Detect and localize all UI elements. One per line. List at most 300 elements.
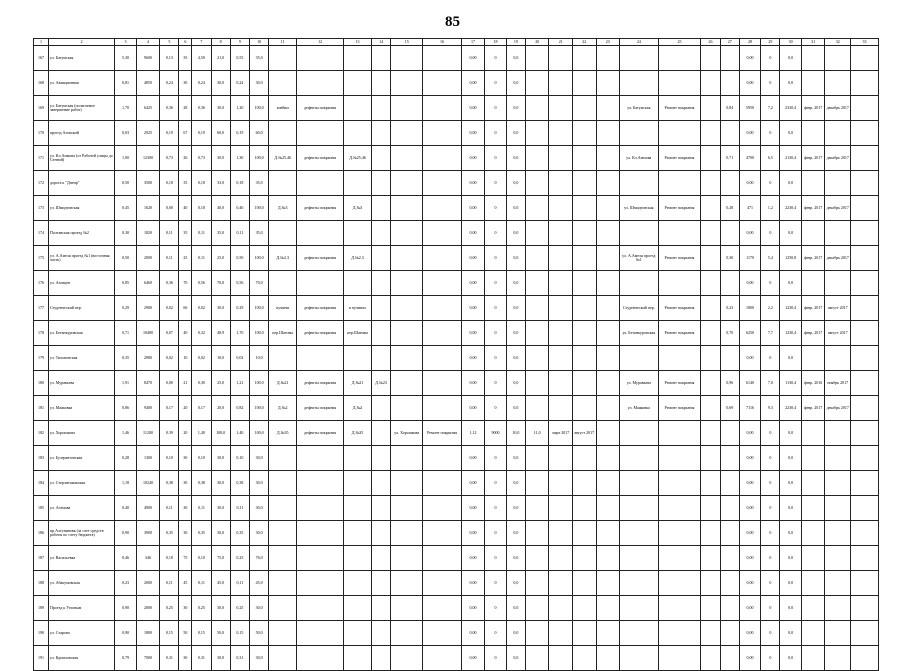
street-name-cell: ул. Батумская <box>48 46 114 71</box>
street-name-cell: ул. Азовцев <box>48 271 114 296</box>
table-cell: ул. Бетанкуровская <box>620 321 659 346</box>
table-cell <box>549 471 573 496</box>
table-row <box>34 496 879 521</box>
table-cell: 0,15 <box>230 621 249 646</box>
table-cell <box>596 346 620 371</box>
table-cell: 2000 <box>136 246 160 271</box>
table-cell <box>720 546 739 571</box>
table-cell: 0,23 <box>720 296 739 321</box>
table-cell <box>720 496 739 521</box>
table-cell: август 2017 <box>573 421 597 446</box>
table-cell <box>701 496 720 521</box>
table-cell <box>344 596 372 621</box>
table-cell <box>801 571 825 596</box>
table-cell <box>851 46 879 71</box>
column-number: 28 <box>739 39 760 46</box>
table-cell <box>423 446 462 471</box>
street-name-cell: ул. Муравьева <box>48 371 114 396</box>
table-cell <box>371 96 390 121</box>
table-cell <box>720 46 739 71</box>
column-number: 33 <box>851 39 879 46</box>
table-cell: 0,71 <box>720 146 739 171</box>
table-cell: 0,79 <box>115 646 136 671</box>
table-cell <box>423 546 462 571</box>
table-cell: 30,0 <box>211 521 230 546</box>
table-cell: 0,50 <box>230 246 249 271</box>
table-cell: 0,00 <box>739 646 760 671</box>
table-cell: 75,0 <box>211 546 230 571</box>
table-cell: февр. 2017 <box>801 321 825 346</box>
table-cell <box>371 196 390 221</box>
table-cell: 186 <box>34 521 49 546</box>
table-cell <box>573 496 597 521</box>
column-number: 11 <box>269 39 297 46</box>
table-cell: Ремонт покрытия <box>658 371 701 396</box>
table-cell <box>423 321 462 346</box>
table-cell <box>573 221 597 246</box>
table-cell <box>720 596 739 621</box>
column-number: 30 <box>780 39 801 46</box>
table-cell: 48,9 <box>211 321 230 346</box>
table-cell <box>720 471 739 496</box>
table-cell <box>525 246 549 271</box>
table-cell: 1,91 <box>115 371 136 396</box>
table-cell: 3900 <box>136 521 160 546</box>
table-cell <box>391 546 423 571</box>
column-number: 31 <box>801 39 825 46</box>
table-cell <box>297 121 344 146</box>
table-row <box>34 296 879 321</box>
table-cell <box>344 621 372 646</box>
table-cell <box>344 346 372 371</box>
table-cell: 0,10 <box>230 446 249 471</box>
table-cell <box>525 646 549 671</box>
table-cell <box>371 421 390 446</box>
table-cell <box>423 346 462 371</box>
table-cell <box>344 646 372 671</box>
table-cell: 0 <box>485 546 506 571</box>
table-cell: 0 <box>485 596 506 621</box>
table-cell <box>391 196 423 221</box>
table-cell: 0,00 <box>739 471 760 496</box>
street-name-cell: проезд Азовский <box>48 121 114 146</box>
table-cell: 20 <box>179 396 192 421</box>
table-cell: 60,0 <box>250 121 269 146</box>
table-cell: Д.№25,46 <box>344 146 372 171</box>
table-cell: 1130,4 <box>780 371 801 396</box>
table-cell: ул. Кл.Аммова <box>620 146 659 171</box>
table-cell: 1,46 <box>115 421 136 446</box>
table-cell: 6,5 <box>761 146 780 171</box>
table-cell: 0,29 <box>115 296 136 321</box>
table-cell <box>825 71 851 96</box>
table-cell <box>620 571 659 596</box>
table-cell <box>525 621 549 646</box>
table-cell: 100,0 <box>250 196 269 221</box>
table-cell: 0,00 <box>739 346 760 371</box>
table-cell: 0,17 <box>160 396 179 421</box>
street-name-cell: ул. А.Амеля проезд №1 (восточная часть) <box>48 246 114 271</box>
table-cell: 35,0 <box>250 221 269 246</box>
table-cell <box>344 171 372 196</box>
table-cell: 5950 <box>739 96 760 121</box>
table-cell <box>371 521 390 546</box>
table-cell <box>525 571 549 596</box>
table-cell <box>549 146 573 171</box>
table-cell: 0,11 <box>192 246 211 271</box>
table-cell <box>801 421 825 446</box>
table-cell <box>391 471 423 496</box>
table-cell <box>371 596 390 621</box>
table-cell: пучины <box>269 296 297 321</box>
table-cell: 50,0 <box>250 621 269 646</box>
table-cell <box>549 121 573 146</box>
table-cell <box>423 46 462 71</box>
table-cell: февр. 2016 <box>801 371 825 396</box>
table-cell: 184 <box>34 471 49 496</box>
table-cell <box>391 171 423 196</box>
table-cell <box>620 346 659 371</box>
table-cell: 0,11 <box>160 221 179 246</box>
table-cell: 0,19 <box>160 121 179 146</box>
table-cell <box>423 96 462 121</box>
table-cell: 0 <box>485 146 506 171</box>
street-name-cell: дорога к "Днепр" <box>48 171 114 196</box>
road-repair-table-container <box>33 38 879 671</box>
table-cell: 5,4 <box>761 246 780 271</box>
table-row <box>34 321 879 346</box>
table-cell: дефекты покрытия <box>297 421 344 446</box>
table-cell: 0,24 <box>160 71 179 96</box>
table-cell: 0,15 <box>192 621 211 646</box>
table-cell: 0 <box>485 496 506 521</box>
table-cell: 0,00 <box>461 621 485 646</box>
table-cell: 0,00 <box>461 446 485 471</box>
table-cell: 177 <box>34 296 49 321</box>
table-cell: 30,0 <box>250 596 269 621</box>
table-cell <box>573 321 597 346</box>
table-cell: дефекты покрытия <box>297 196 344 221</box>
table-cell <box>549 321 573 346</box>
table-cell <box>297 346 344 371</box>
table-cell <box>701 371 720 396</box>
table-cell: 0 <box>485 171 506 196</box>
table-cell: 0,00 <box>461 246 485 271</box>
table-cell <box>701 196 720 221</box>
table-cell <box>371 621 390 646</box>
table-cell <box>825 421 851 446</box>
table-cell <box>525 171 549 196</box>
table-cell <box>391 246 423 271</box>
table-cell: 25,0 <box>211 371 230 396</box>
table-row <box>34 371 879 396</box>
table-cell <box>596 446 620 471</box>
table-cell: 30,0 <box>211 146 230 171</box>
table-cell <box>851 621 879 646</box>
table-cell: Ремонт покрытия <box>658 246 701 271</box>
table-cell: ул. Хорошкова <box>391 421 423 446</box>
table-row <box>34 546 879 571</box>
street-name-cell: ул. Стерлитамакская <box>48 471 114 496</box>
table-cell <box>371 321 390 346</box>
table-row <box>34 621 879 646</box>
table-cell: 7000 <box>136 646 160 671</box>
table-cell <box>825 496 851 521</box>
table-cell <box>297 521 344 546</box>
table-cell: 1300 <box>136 446 160 471</box>
table-cell <box>269 471 297 496</box>
table-cell <box>344 496 372 521</box>
table-cell <box>596 246 620 271</box>
table-cell: 35 <box>179 221 192 246</box>
table-cell: 0,0 <box>780 646 801 671</box>
table-cell <box>371 346 390 371</box>
street-name-cell: ул. Авиационная <box>48 71 114 96</box>
table-cell <box>801 496 825 521</box>
table-cell: 0 <box>485 621 506 646</box>
column-number: 7 <box>192 39 211 46</box>
table-cell <box>658 471 701 496</box>
table-cell <box>297 596 344 621</box>
table-cell <box>596 171 620 196</box>
table-cell: 10,0 <box>506 421 525 446</box>
street-name-cell: ул. Васильевка <box>48 546 114 571</box>
table-cell: Ремонт покрытия <box>423 421 462 446</box>
table-cell <box>371 296 390 321</box>
table-cell: 0,18 <box>160 171 179 196</box>
table-cell <box>596 621 620 646</box>
table-cell: 0,71 <box>115 321 136 346</box>
column-number: 27 <box>720 39 739 46</box>
table-cell <box>269 446 297 471</box>
table-cell <box>701 221 720 246</box>
table-cell <box>596 296 620 321</box>
table-cell <box>658 571 701 596</box>
table-cell <box>620 471 659 496</box>
table-cell <box>573 146 597 171</box>
column-number: 23 <box>596 39 620 46</box>
table-cell <box>549 521 573 546</box>
street-name-cell: пр.Алтуняновк (за счет средств работы по счету бюджета) <box>48 521 114 546</box>
table-cell <box>549 646 573 671</box>
table-cell <box>701 246 720 271</box>
table-cell: 0,23 <box>115 571 136 596</box>
table-cell <box>720 71 739 96</box>
table-cell <box>573 571 597 596</box>
table-cell <box>423 221 462 246</box>
table-cell <box>801 646 825 671</box>
table-cell <box>720 171 739 196</box>
table-cell: 0 <box>761 71 780 96</box>
table-cell <box>525 146 549 171</box>
header-row <box>34 39 879 46</box>
table-cell <box>596 321 620 346</box>
table-cell <box>573 396 597 421</box>
table-cell: 40 <box>179 196 192 221</box>
table-cell: февр. 2017 <box>801 296 825 321</box>
table-cell <box>701 171 720 196</box>
table-cell <box>596 196 620 221</box>
table-row <box>34 521 879 546</box>
table-cell <box>825 471 851 496</box>
table-cell <box>297 446 344 471</box>
table-cell <box>525 371 549 396</box>
table-cell: 0,13 <box>160 46 179 71</box>
table-cell: 0,00 <box>739 621 760 646</box>
table-cell: 0,0 <box>780 521 801 546</box>
table-cell <box>269 546 297 571</box>
table-cell <box>573 446 597 471</box>
table-cell: 30,0 <box>250 471 269 496</box>
table-cell: 187 <box>34 546 49 571</box>
table-row <box>34 346 879 371</box>
street-name-cell: ул. Агамова <box>48 496 114 521</box>
table-cell <box>658 221 701 246</box>
table-cell: 0,00 <box>461 471 485 496</box>
table-cell: 0,02 <box>160 346 179 371</box>
table-cell <box>701 446 720 471</box>
table-cell: 0,85 <box>115 271 136 296</box>
table-cell <box>423 196 462 221</box>
table-cell: 0 <box>761 546 780 571</box>
table-cell <box>549 371 573 396</box>
table-row <box>34 96 879 121</box>
table-cell <box>825 571 851 596</box>
table-cell: 100,0 <box>250 371 269 396</box>
table-cell <box>701 271 720 296</box>
table-cell <box>801 521 825 546</box>
table-cell <box>269 121 297 146</box>
table-cell: 173 <box>34 196 49 221</box>
table-cell: 0,11 <box>230 571 249 596</box>
table-cell: 0,00 <box>461 371 485 396</box>
table-cell <box>720 446 739 471</box>
column-number: 10 <box>250 39 269 46</box>
table-cell: 0,31 <box>230 646 249 671</box>
table-cell: 100,0 <box>250 146 269 171</box>
table-cell <box>801 46 825 71</box>
table-cell: 0,0 <box>780 471 801 496</box>
table-cell: 0,45 <box>115 196 136 221</box>
table-row <box>34 646 879 671</box>
table-cell: 0,00 <box>739 71 760 96</box>
table-cell: 0,90 <box>115 621 136 646</box>
table-cell: 6460 <box>136 271 160 296</box>
table-cell <box>573 196 597 221</box>
table-cell: декабрь 2017 <box>825 396 851 421</box>
table-cell: 21 <box>179 371 192 396</box>
table-cell: Д.№3 <box>269 196 297 221</box>
table-cell: 0,29 <box>230 296 249 321</box>
table-cell <box>549 46 573 71</box>
table-cell: 0,19 <box>192 121 211 146</box>
table-cell <box>391 571 423 596</box>
table-cell: 8470 <box>136 371 160 396</box>
table-row <box>34 421 879 446</box>
table-cell <box>391 446 423 471</box>
table-cell <box>596 146 620 171</box>
table-cell <box>701 146 720 171</box>
table-cell: февр. 2017 <box>801 196 825 221</box>
table-cell <box>620 421 659 446</box>
table-cell: 33,0 <box>211 171 230 196</box>
table-cell: 0,0 <box>506 196 525 221</box>
table-cell: Д.№3 <box>344 196 372 221</box>
table-cell <box>371 446 390 471</box>
table-cell: 0 <box>761 596 780 621</box>
table-cell: 1230,4 <box>780 296 801 321</box>
table-cell: 0,36 <box>160 96 179 121</box>
table-cell <box>596 121 620 146</box>
table-cell: 0,0 <box>780 596 801 621</box>
table-cell <box>701 421 720 446</box>
table-cell: 0 <box>761 271 780 296</box>
table-cell <box>658 546 701 571</box>
table-cell <box>423 596 462 621</box>
table-cell <box>851 371 879 396</box>
table-cell: февр. 2017 <box>801 246 825 271</box>
street-name-cell: Студенческий пер. <box>48 296 114 321</box>
table-cell: 0,25 <box>230 546 249 571</box>
table-cell: 191 <box>34 646 49 671</box>
table-cell <box>801 546 825 571</box>
table-cell <box>269 46 297 71</box>
table-cell <box>549 71 573 96</box>
table-cell: 0,00 <box>461 146 485 171</box>
table-cell: 0,35 <box>192 521 211 546</box>
table-cell <box>596 646 620 671</box>
table-cell: 0,50 <box>115 171 136 196</box>
table-row <box>34 71 879 96</box>
table-cell: 0,18 <box>230 171 249 196</box>
table-cell: 0,00 <box>461 196 485 221</box>
table-cell: 0,0 <box>506 596 525 621</box>
table-cell <box>423 621 462 646</box>
table-cell <box>851 571 879 596</box>
table-cell: 0,0 <box>506 396 525 421</box>
table-cell <box>371 571 390 596</box>
column-number: 18 <box>485 39 506 46</box>
table-cell <box>596 571 620 596</box>
table-cell: 9,3 <box>761 396 780 421</box>
column-number: 26 <box>701 39 720 46</box>
table-cell: 30 <box>179 71 192 96</box>
table-cell <box>701 546 720 571</box>
table-cell: 10,0 <box>250 346 269 371</box>
table-cell <box>851 396 879 421</box>
column-number: 21 <box>549 39 573 46</box>
table-cell <box>371 271 390 296</box>
table-cell <box>801 71 825 96</box>
table-cell: дефекты покрытия <box>297 396 344 421</box>
table-cell: 0,25 <box>192 596 211 621</box>
table-cell: 50 <box>179 621 192 646</box>
street-name-cell: ул. Батумская (полагаемое завершение работ) <box>48 96 114 121</box>
table-cell <box>825 621 851 646</box>
table-cell: 40,0 <box>211 196 230 221</box>
column-number: 6 <box>179 39 192 46</box>
column-number: 4 <box>136 39 160 46</box>
table-cell: 0,81 <box>115 71 136 96</box>
table-cell: 100,0 <box>211 421 230 446</box>
table-cell: Д.№23 <box>371 371 390 396</box>
table-cell: 45,0 <box>211 571 230 596</box>
table-cell: 2000 <box>136 596 160 621</box>
table-cell <box>658 446 701 471</box>
table-cell <box>801 621 825 646</box>
table-cell: 28 <box>179 96 192 121</box>
table-cell: 10240 <box>136 471 160 496</box>
